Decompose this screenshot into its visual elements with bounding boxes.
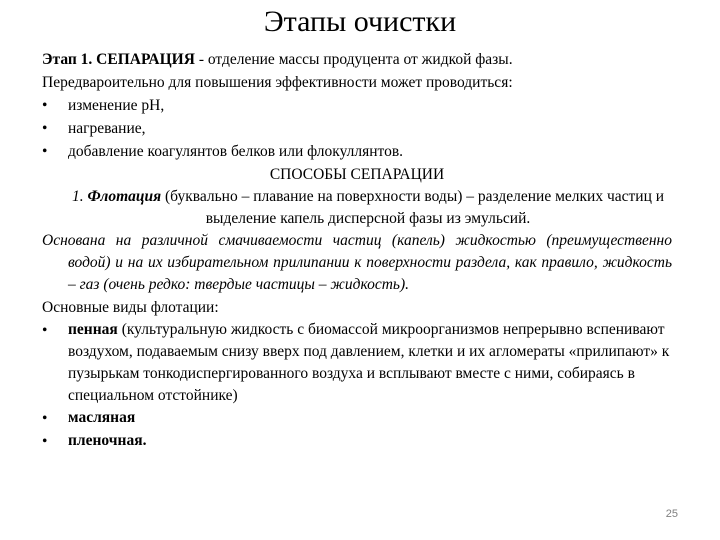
type-description: (культуральную жидкость с биомассой микроорганизмов непрерывно вспенивают воздухом, подаваемым снизу вверх под давлением, клетки и их агломераты «прилипают» к пузырькам тонкодиспергированного воздуха и всплывают вместе с ними, собираясь в специальном отстойнике) <box>68 321 670 404</box>
methods-heading: СПОСОБЫ СЕПАРАЦИИ <box>269 166 445 183</box>
list-item-text <box>68 430 672 453</box>
pretreatment-list <box>42 94 672 163</box>
list-item <box>42 94 672 117</box>
type-name: пенная <box>68 321 118 338</box>
page-number: 25 <box>665 508 678 520</box>
bullet-icon: • <box>42 410 48 427</box>
list-item-text <box>68 407 672 430</box>
bullet-icon: • <box>42 120 48 137</box>
types-intro: Основные виды флотации: <box>42 299 219 316</box>
flotation-term: Флотация <box>87 188 162 205</box>
list-item-text: добавление коагулянтов белков или флокуллянтов. <box>68 143 404 160</box>
list-item-text <box>68 319 672 407</box>
stage-line <box>42 48 672 71</box>
list-item-text: изменение pH, <box>68 97 165 114</box>
flotation-types-list <box>42 319 672 453</box>
bullet-icon: • <box>42 143 48 160</box>
list-item <box>42 117 672 140</box>
flotation-basis: Основана на различной смачиваемости частиц (капель) жидкостью (преимущественно водой) и на их избирательном прилипании к поверхности раздела, как правило, жидкость – газ (очень редко: твердые частицы – жидкость). <box>42 232 672 293</box>
flotation-number: 1. <box>71 188 88 205</box>
list-item <box>42 407 672 430</box>
pretreatment-intro: Передвароительно для повышения эффективности может проводиться: <box>42 74 513 91</box>
stage-description: - отделение массы продуцента от жидкой фазы. <box>194 51 513 68</box>
list-item-text: нагревание, <box>68 120 146 137</box>
bullet-icon: • <box>42 322 48 339</box>
type-name: пленочная. <box>68 432 147 449</box>
slide-title: Этапы очистки <box>263 5 457 38</box>
list-item <box>42 319 672 407</box>
list-item <box>42 140 672 163</box>
stage-label: Этап 1. СЕПАРАЦИЯ <box>42 51 195 68</box>
flotation-description: (буквально – плавание на поверхности воды) – разделение мелких частиц и выделение капель дисперсной фазы из эмульсий. <box>161 188 665 227</box>
slide-body <box>42 48 672 453</box>
flotation-definition <box>42 186 672 230</box>
list-item <box>42 430 672 453</box>
bullet-icon: • <box>42 97 48 114</box>
bullet-icon: • <box>42 433 48 450</box>
type-name: масляная <box>68 409 136 426</box>
